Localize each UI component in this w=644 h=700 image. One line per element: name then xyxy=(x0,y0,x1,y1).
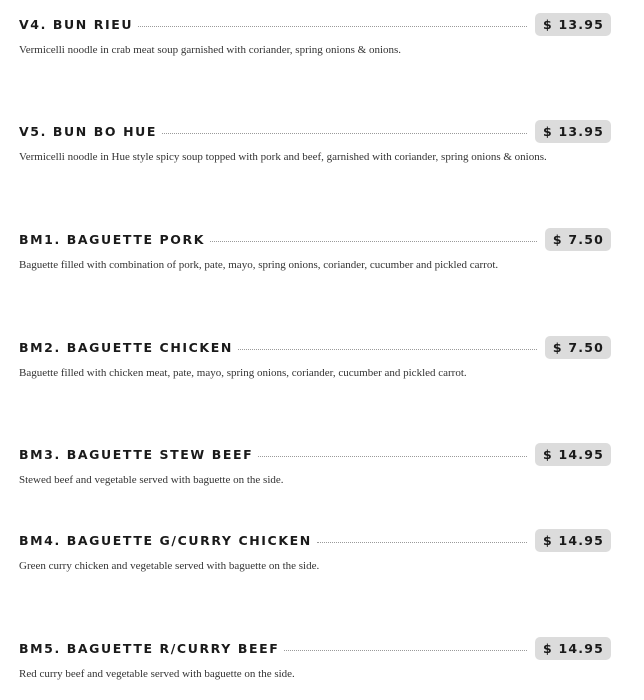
dot-leader xyxy=(138,26,527,27)
menu-item-bm2 xyxy=(19,335,611,379)
menu-item-price: $ 13.95 xyxy=(535,120,611,143)
menu-item-header xyxy=(19,227,611,251)
menu-item-description: Baguette filled with combination of pork, pate, mayo, spring onions, coriander, cucumber and pickled carrot. xyxy=(19,259,499,271)
menu-item-price: $ 14.95 xyxy=(535,443,611,466)
menu-item-description: Vermicelli noodle in Hue style spicy soup topped with pork and beef, garnished with coriander, spring onions & onions. xyxy=(19,151,547,163)
menu-item-bm5 xyxy=(19,636,611,680)
menu-item-bm3 xyxy=(19,442,611,486)
dot-leader xyxy=(210,241,537,242)
menu-item-header xyxy=(19,119,611,143)
menu-item-v4 xyxy=(19,12,611,56)
menu-item-description: Stewed beef and vegetable served with baguette on the side. xyxy=(19,474,284,486)
dot-leader xyxy=(162,133,527,134)
menu-item-name: BM3. BAGUETTE STEW BEEF xyxy=(19,446,254,462)
menu-item-description: Vermicelli noodle in crab meat soup garnished with coriander, spring onions & onions. xyxy=(19,44,402,56)
menu-item-bm1 xyxy=(19,227,611,271)
menu-item-price: $ 7.50 xyxy=(545,228,611,251)
dot-leader xyxy=(317,542,527,543)
menu-item-header xyxy=(19,335,611,359)
menu-item-price: $ 14.95 xyxy=(535,529,611,552)
menu-item-description: Red curry beef and vegetable served with baguette on the side. xyxy=(19,668,295,680)
dot-leader xyxy=(238,349,537,350)
menu-item-header xyxy=(19,636,611,660)
menu-item-price: $ 14.95 xyxy=(535,637,611,660)
menu-item-header xyxy=(19,528,611,552)
menu-item-price: $ 13.95 xyxy=(535,13,611,36)
menu-item-name: BM2. BAGUETTE CHICKEN xyxy=(19,339,233,355)
menu-item-name: BM4. BAGUETTE G/CURRY CHICKEN xyxy=(19,532,312,548)
menu-item-header xyxy=(19,442,611,466)
menu-item-price: $ 7.50 xyxy=(545,336,611,359)
menu-item-description: Green curry chicken and vegetable served with baguette on the side. xyxy=(19,560,320,572)
dot-leader xyxy=(284,650,527,651)
menu-item-header xyxy=(19,12,611,36)
menu-item-name: V4. BUN RIEU xyxy=(19,16,134,32)
menu-item-name: V5. BUN BO HUE xyxy=(19,123,158,139)
menu-item-description: Baguette filled with chicken meat, pate, mayo, spring onions, coriander, cucumber and pickled carrot. xyxy=(19,367,467,379)
menu-item-name: BM1. BAGUETTE PORK xyxy=(19,231,206,247)
menu-item-name: BM5. BAGUETTE R/CURRY BEEF xyxy=(19,640,280,656)
menu-item-v5 xyxy=(19,119,611,163)
dot-leader xyxy=(258,456,527,457)
menu-item-bm4 xyxy=(19,528,611,572)
